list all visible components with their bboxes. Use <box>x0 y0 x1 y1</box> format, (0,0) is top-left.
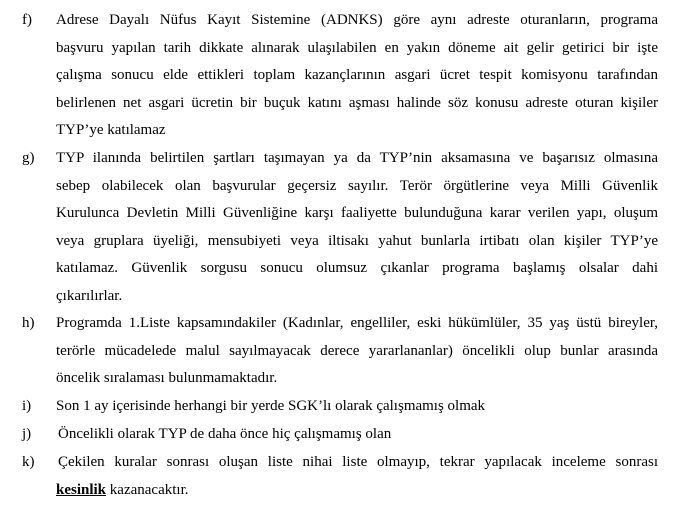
text-line: Çekilen kuralar sonrası oluşan liste nihai liste olmayıp, tekrar yapılacak inceleme sonrası <box>58 454 658 470</box>
text-fragment: kazanacaktır. <box>106 481 189 498</box>
text-line: terörle mücadelede malul sayılmayacak derece yararlananlar) öncelikli olup bunlar arasında <box>56 342 658 359</box>
text-line: başvuru yapılan tarih dikkate alınarak ulaşılabilen en yakın döneme ait gelir getirici bir işte <box>56 39 658 56</box>
text-line: TYP’ye katılamaz <box>56 122 166 138</box>
list-marker: f) <box>22 12 32 28</box>
list-marker: i) <box>22 398 32 414</box>
text-line: veya gruplara üyeliği, mensubiyeti veya iltisakı yahut bunlarla irtibatı olan kişiler TYP’ye <box>56 232 658 249</box>
text-line: sebep olabilecek olan başvurular geçersiz sayılır. Terör örgütlerine veya Milli Güvenlik <box>56 177 658 194</box>
text-line: Son 1 ay içerisinde herhangi bir yerde SGK’lı olarak çalışmamış olmak <box>56 398 486 414</box>
text-line: Öncelikli olarak TYP de daha önce hiç çalışmamış olan <box>58 426 392 442</box>
text-line: belirlenen net asgari ücretin bir buçuk katını aşması halinde söz konusu adreste oturan kişiler <box>56 94 658 111</box>
text-line-final <box>56 477 658 505</box>
list-marker: g) <box>22 150 35 166</box>
text-line: Programda 1.Liste kapsamındakiler (Kadınlar, engelliler, eski hükümlüler, 35 yaş üstü bireyler, <box>56 315 658 331</box>
text-line: çıkarılırlar. <box>56 287 123 304</box>
text-line: Kurulunca Devletin Milli Güvenliğine karşı faaliyette bulunduğuna karar verilen yapı, oluşum <box>56 205 658 221</box>
list-marker: h) <box>22 315 35 331</box>
text-line: öncelik sıralaması bulunmamaktadır. <box>56 370 278 386</box>
emphasized-word: kesinlik <box>56 481 107 498</box>
list-marker: j) <box>22 426 32 442</box>
text-line: katılamaz. Güvenlik sorgusu sonucu olumsuz çıkanlar programa başlamış olsalar dahi <box>56 260 658 276</box>
text-line: çalışma sonucu elde ettikleri toplam kazançlarının asgari ücret tespit komisyonu tarafından <box>56 67 658 83</box>
list-marker: k) <box>22 454 35 470</box>
text-line: Adrese Dayalı Nüfus Kayıt Sistemine (ADNKS) göre aynı adreste oturanların, programa <box>56 12 658 28</box>
text-line: TYP ilanında belirtilen şartları taşımayan ya da TYP’nin aksamasına ve başarısız olmasına <box>56 150 658 166</box>
